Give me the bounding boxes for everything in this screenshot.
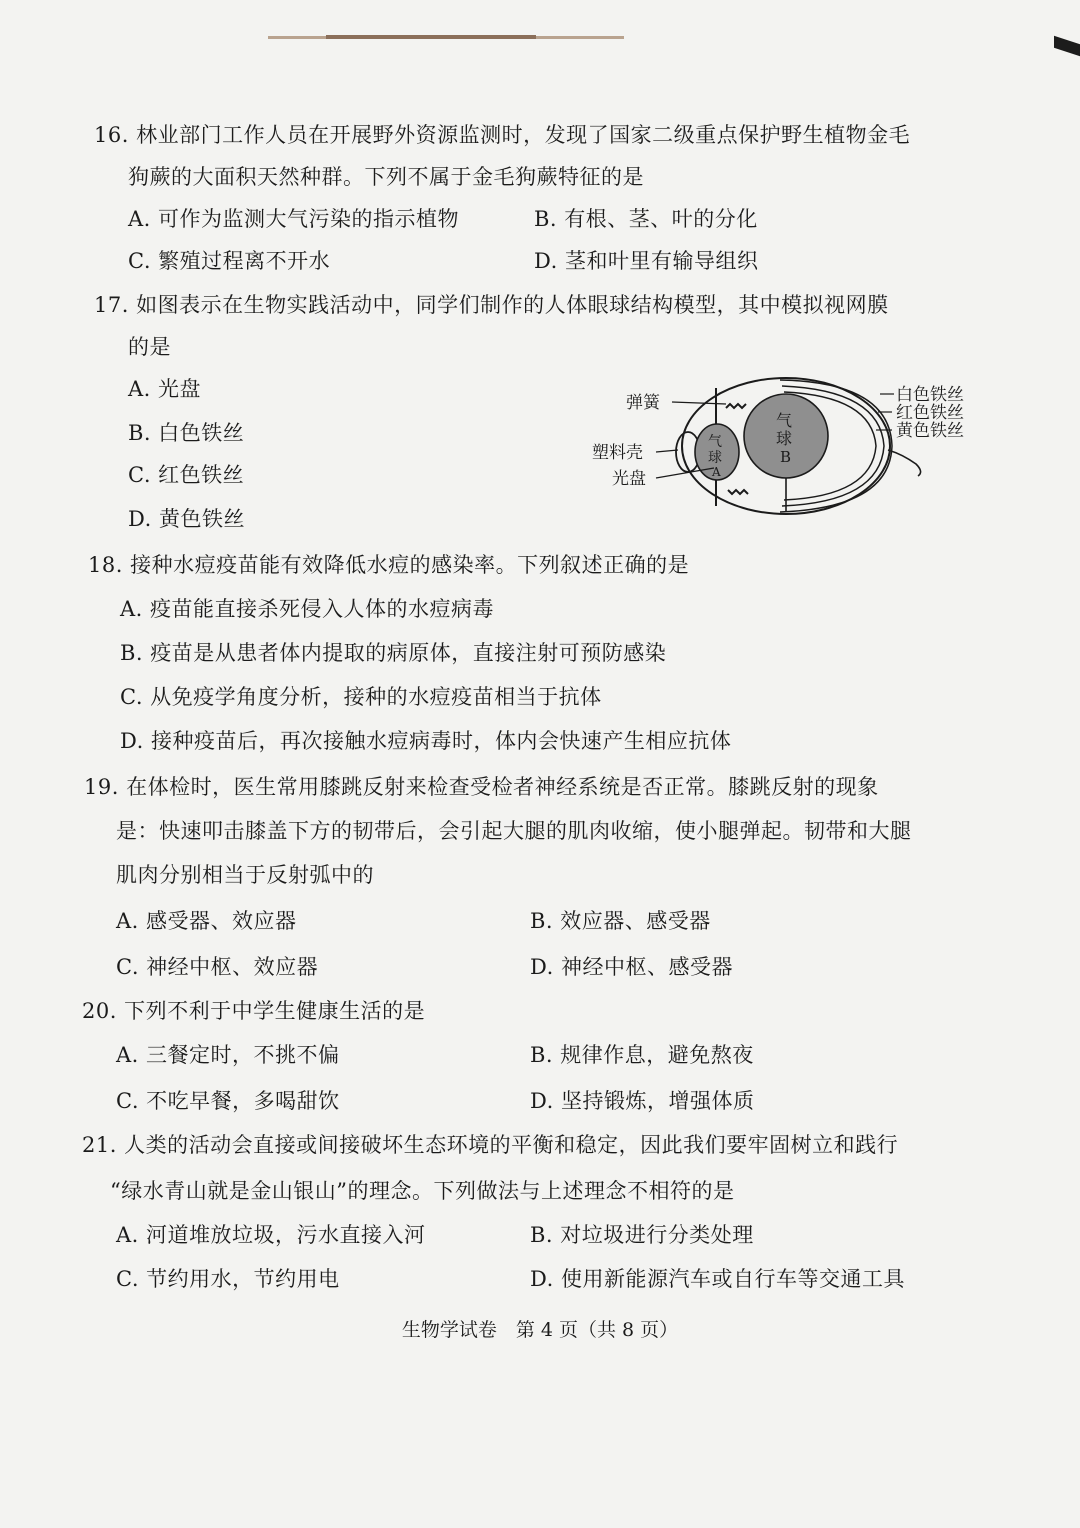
corner-mark bbox=[1054, 36, 1080, 56]
spring-top bbox=[726, 404, 746, 408]
question-16-option-b: B. 有根、茎、叶的分化 bbox=[534, 207, 758, 231]
question-17-stem-line-1: 17. 如图表示在生物实践活动中，同学们制作的人体眼球结构模型，其中模拟视网膜 bbox=[94, 293, 889, 317]
question-17-option-c: C. 红色铁丝 bbox=[128, 463, 245, 487]
question-16-option-a: A. 可作为监测大气污染的指示植物 bbox=[128, 207, 460, 231]
spring-leader bbox=[672, 402, 726, 404]
red-wire-label: 红色铁丝 bbox=[896, 403, 964, 423]
question-16-stem-line-2: 狗蕨的大面积天然种群。下列不属于金毛狗蕨特征的是 bbox=[128, 165, 644, 189]
question-20-option-a: A. 三餐定时，不挑不偏 bbox=[116, 1043, 340, 1067]
balloon-a-label-3: A bbox=[712, 465, 721, 479]
question-20-stem-line-1: 20. 下列不利于中学生健康生活的是 bbox=[82, 999, 426, 1023]
question-17-stem-line-2: 的是 bbox=[128, 335, 171, 359]
question-20-option-b: B. 规律作息，避免熬夜 bbox=[530, 1043, 754, 1067]
question-21-option-a: A. 河道堆放垃圾，污水直接入河 bbox=[116, 1223, 426, 1247]
question-18-option-b: B. 疫苗是从患者体内提取的病原体，直接注射可预防感染 bbox=[120, 641, 667, 665]
question-18-option-a: A. 疫苗能直接杀死侵入人体的水痘病毒 bbox=[120, 597, 495, 621]
question-18-option-c: C. 从免疫学角度分析，接种的水痘疫苗相当于抗体 bbox=[120, 685, 602, 709]
question-17-option-b: B. 白色铁丝 bbox=[128, 421, 245, 445]
eyeball-model-diagram bbox=[590, 368, 970, 518]
disc-label: 光盘 bbox=[612, 469, 646, 489]
question-18-option-d: D. 接种疫苗后，再次接触水痘病毒时，体内会快速产生相应抗体 bbox=[120, 729, 732, 753]
question-21-option-b: B. 对垃圾进行分类处理 bbox=[530, 1223, 754, 1247]
optic-nerve-path bbox=[888, 450, 921, 476]
spring-label: 弹簧 bbox=[626, 393, 660, 413]
balloon-a-label-1: 气 bbox=[708, 434, 722, 450]
question-19-stem-line-1: 19. 在体检时，医生常用膝跳反射来检查受检者神经系统是否正常。膝跳反射的现象 bbox=[84, 775, 879, 799]
balloon-b-label-2: 球 bbox=[776, 429, 793, 448]
question-17-option-d: D. 黄色铁丝 bbox=[128, 507, 245, 531]
question-21-option-c: C. 节约用水，节约用电 bbox=[116, 1267, 340, 1291]
question-16-option-d: D. 茎和叶里有输导组织 bbox=[534, 249, 759, 273]
question-21-stem-line-1: 21. 人类的活动会直接或间接破坏生态环境的平衡和稳定，因此我们要牢固树立和践行 bbox=[82, 1133, 899, 1157]
yellow-wire-label: 黄色铁丝 bbox=[896, 421, 964, 441]
question-19-option-a: A. 感受器、效应器 bbox=[116, 909, 297, 933]
question-17-option-a: A. 光盘 bbox=[128, 377, 202, 401]
plastic-shell-leader bbox=[656, 450, 678, 452]
question-20-option-d: D. 坚持锻炼，增强体质 bbox=[530, 1089, 755, 1113]
balloon-b-label-3: B bbox=[780, 448, 792, 466]
question-19-option-b: B. 效应器、感受器 bbox=[530, 909, 711, 933]
question-19-stem-line-2: 是：快速叩击膝盖下方的韧带后，会引起大腿的肌肉收缩，使小腿弹起。韧带和大腿 bbox=[116, 819, 912, 843]
question-21-stem-line-2: “绿水青山就是金山银山”的理念。下列做法与上述理念不相符的是 bbox=[110, 1179, 735, 1203]
question-20-option-c: C. 不吃早餐，多喝甜饮 bbox=[116, 1089, 340, 1113]
spring-bottom bbox=[728, 490, 748, 494]
question-16-option-c: C. 繁殖过程离不开水 bbox=[128, 249, 331, 273]
question-19-option-d: D. 神经中枢、感受器 bbox=[530, 955, 733, 979]
question-18-stem-line-1: 18. 接种水痘疫苗能有效降低水痘的感染率。下列叙述正确的是 bbox=[88, 553, 690, 577]
plastic-shell-label: 塑料壳 bbox=[592, 443, 643, 463]
balloon-b-label-1: 气 bbox=[776, 411, 793, 430]
balloon-a-label-2: 球 bbox=[708, 450, 722, 466]
top-edge-strip-dark bbox=[326, 35, 536, 39]
white-wire-label: 白色铁丝 bbox=[896, 385, 964, 405]
question-16-stem-line-1: 16. 林业部门工作人员在开展野外资源监测时，发现了国家二级重点保护野生植物金毛 bbox=[94, 123, 911, 147]
question-21-option-d: D. 使用新能源汽车或自行车等交通工具 bbox=[530, 1267, 905, 1291]
question-19-option-c: C. 神经中枢、效应器 bbox=[116, 955, 319, 979]
question-19-stem-line-3: 肌肉分别相当于反射弧中的 bbox=[116, 863, 374, 887]
page-footer: 生物学试卷 第 4 页（共 8 页） bbox=[401, 1319, 679, 1341]
